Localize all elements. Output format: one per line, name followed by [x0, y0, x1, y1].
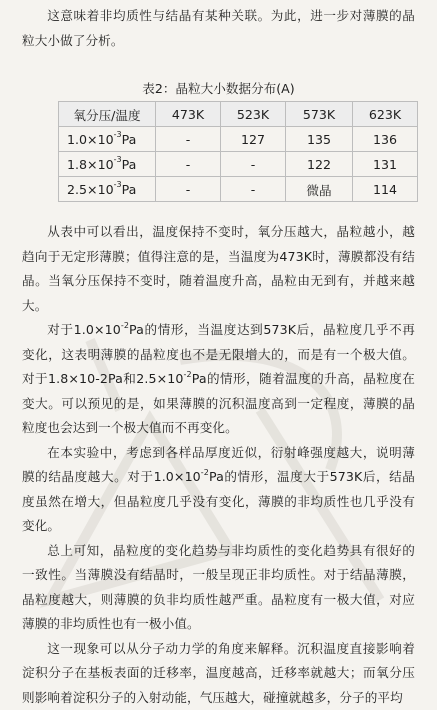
table-cell: 127	[221, 127, 286, 152]
table-cell: 122	[286, 152, 353, 177]
paragraph-4: 总上可知，晶粒度的变化趋势与非均质性的变化趋势具有很好的一致性。当薄膜没有结晶时，一般呈现正非均质性。对于结晶薄膜，晶粒度越大，则薄膜的负非均质性越严重。晶粒度有一极大值，对应薄膜的非均质性也有一极小值。	[0, 539, 437, 637]
table-cell: 131	[353, 152, 418, 177]
paragraph-2: 对于$1.0\times 10^{-2}Pa$的情形，当温度达到573K后，晶粒度几乎不再变化，这表明薄膜的晶粒度也不是无限增大的，而是有一个极大值。对于1.8×10-2Pa和$2.5\times 10^{-2}Pa$的情形，随着温度的升高，晶粒度在变大。可以预见的是，如果薄膜的沉积温度高到一定程度，薄膜的晶粒度也会达到一个极大值而不再变化。	[0, 318, 437, 441]
paragraph-1: 从表中可以看出，温度保持不变时，氧分压越大，晶粒越小，越趋向于无定形薄膜；值得注意的是，当温度为473K时，薄膜都没有结晶。当氧分压保持不变时，随着温度升高，晶粒由无到有，并越来越大。	[0, 220, 437, 318]
grain-size-table	[58, 101, 418, 202]
header-cell: 573K	[286, 102, 353, 127]
header-cell: 473K	[156, 102, 221, 127]
table-header-row	[59, 102, 418, 127]
table-cell: -	[156, 152, 221, 177]
pressure-cell: $1.0\times 10^{-3}Pa$	[59, 127, 156, 152]
table-caption: 表2：晶粒大小数据分布(A)	[0, 80, 437, 98]
paragraph-3: 在本实验中，考虑到各样品厚度近似，衍射峰强度越大，说明薄膜的结晶度越大。对于$1.0\times 10^{-2}Pa$的情形，温度大于573K后，结晶度虽然在增大，但晶粒度几乎没有变化，薄膜的非均质性也几乎没有变化。	[0, 441, 437, 539]
header-cell: 623K	[353, 102, 418, 127]
header-cell: 氧分压/温度	[59, 102, 156, 127]
intro-paragraph: 这意味着非均质性与结晶有某种关联。为此，进一步对薄膜的晶粒大小做了分析。	[0, 4, 437, 53]
table-cell: -	[156, 127, 221, 152]
table-cell: -	[156, 177, 221, 202]
table-row	[59, 177, 418, 202]
paragraph-5: 这一现象可以从分子动力学的角度来解释。沉积温度直接影响着淀积分子在基板表面的迁移率，温度越高，迁移率就越大；而氧分压则影响着淀积分子的入射动能，气压越大，碰撞就越多，分子的平均	[0, 637, 437, 710]
table-cell: -	[221, 152, 286, 177]
pressure-cell: $2.5\times 10^{-3}Pa$	[59, 177, 156, 202]
table-cell: 136	[353, 127, 418, 152]
header-cell: 523K	[221, 102, 286, 127]
table-cell: -	[221, 177, 286, 202]
table-row	[59, 152, 418, 177]
pressure-cell: $1.8\times 10^{-3}Pa$	[59, 152, 156, 177]
table-row	[59, 127, 418, 152]
table-cell: 135	[286, 127, 353, 152]
body-text	[0, 220, 437, 710]
table-cell: 114	[353, 177, 418, 202]
table-cell: 微晶	[286, 177, 353, 202]
